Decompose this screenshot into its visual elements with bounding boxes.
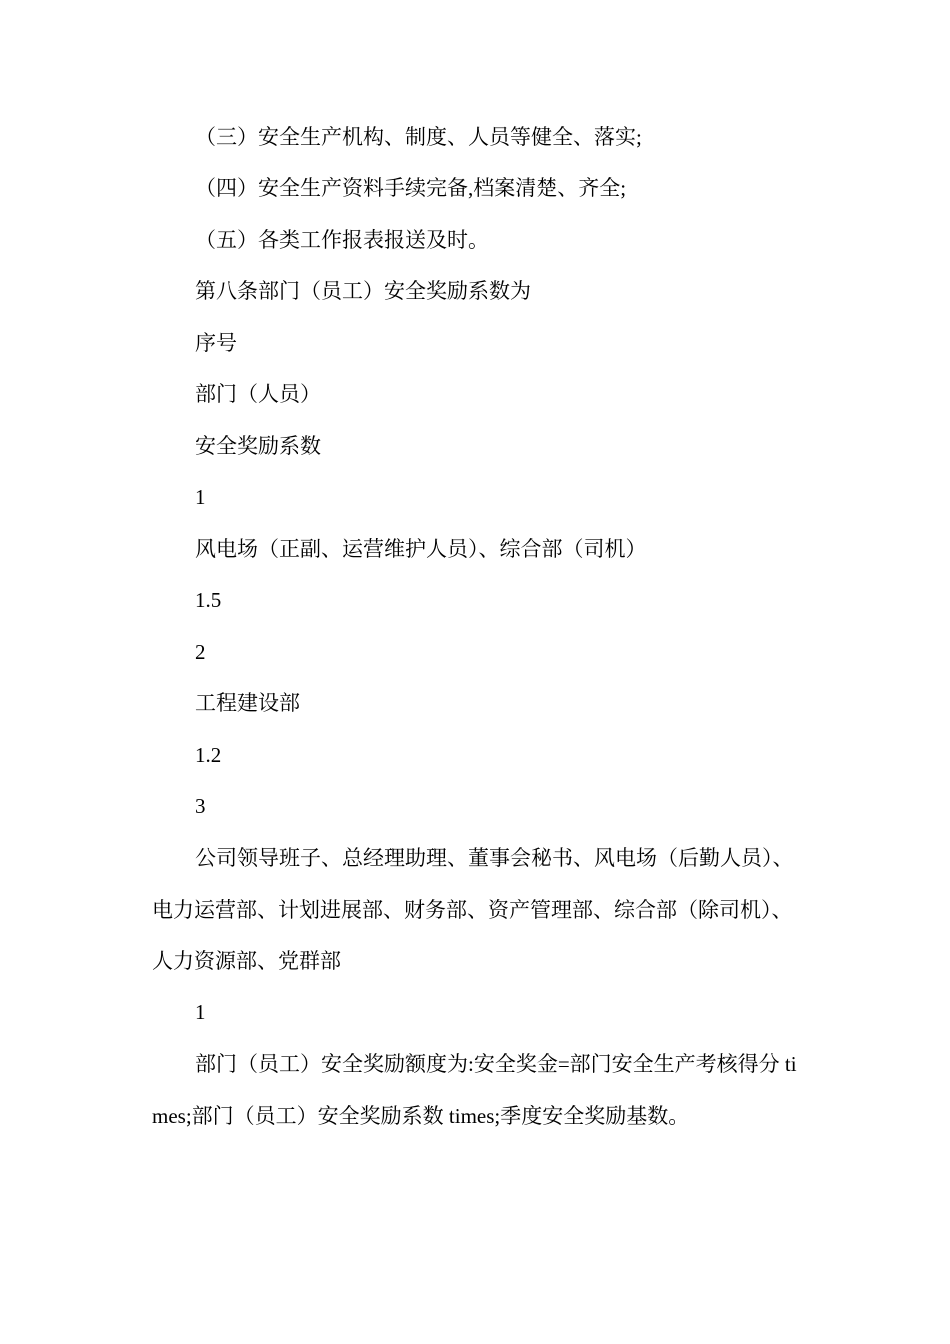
table-row-2-coefficient: 1.2 — [195, 743, 222, 767]
paragraph-item-4: （四）安全生产资料手续完备,档案清楚、齐全; — [195, 176, 627, 200]
table-header-index: 序号 — [195, 331, 237, 355]
reward-formula-paragraph: 部门（员工）安全奖励额度为:安全奖金=部门安全生产考核得分 times;部门（员工）安全奖励系数 times;季度安全奖励基数。 — [152, 1052, 797, 1128]
paragraph-item-5: （五）各类工作报表报送及时。 — [195, 228, 489, 252]
paragraph-item-3: （三）安全生产机构、制度、人员等健全、落实; — [195, 125, 642, 149]
table-row-3-index: 3 — [195, 794, 206, 818]
article-8-heading: 第八条部门（员工）安全奖励系数为 — [195, 279, 531, 303]
table-row-1-coefficient: 1.5 — [195, 588, 222, 612]
table-row-1-department: 风电场（正副、运营维护人员）、综合部（司机） — [195, 537, 647, 561]
table-row-3-department: 公司领导班子、总经理助理、董事会秘书、风电场（后勤人员）、电力运营部、计划进展部、财务部、资产管理部、综合部（除司机）、人力资源部、党群部 — [152, 846, 794, 973]
table-header-department: 部门（人员） — [195, 382, 321, 406]
table-row-2-index: 2 — [195, 640, 206, 664]
table-row-2-department: 工程建设部 — [195, 691, 300, 715]
table-row-1-index: 1 — [195, 485, 206, 509]
table-row-3-coefficient: 1 — [195, 1000, 206, 1024]
table-header-coefficient: 安全奖励系数 — [195, 434, 321, 458]
